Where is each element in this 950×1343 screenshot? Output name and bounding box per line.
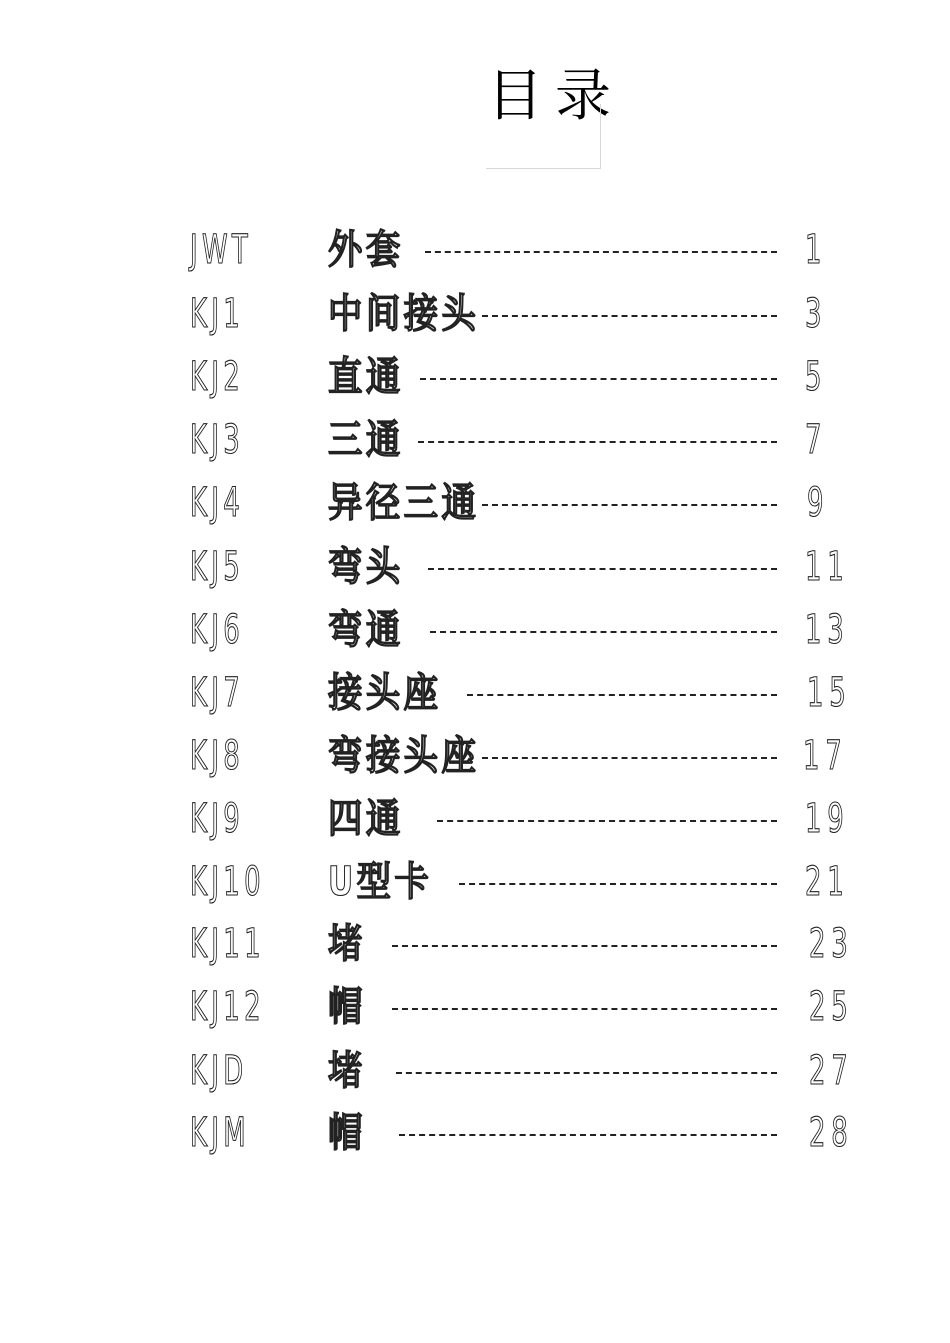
toc-code: KJ1	[190, 291, 245, 337]
toc-page-number: 15	[807, 670, 852, 716]
toc-label: 四通	[328, 796, 404, 842]
toc-page-number: 11	[805, 544, 850, 590]
toc-label: 三通	[328, 417, 404, 463]
dot-leader	[467, 694, 777, 696]
dot-leader	[430, 631, 777, 633]
dot-leader	[392, 945, 777, 947]
dot-leader	[482, 315, 777, 317]
toc-label: 中间接头	[328, 291, 480, 337]
toc-row-jwt[interactable]	[0, 222, 950, 278]
toc-row-kj9[interactable]	[0, 791, 950, 847]
toc-code: KJM	[190, 1110, 250, 1156]
toc-code: KJ7	[190, 670, 245, 716]
toc-code: KJ12	[190, 984, 265, 1030]
toc-row-kj12[interactable]	[0, 979, 950, 1035]
dot-leader	[482, 757, 777, 759]
toc-label: 接头座	[328, 670, 442, 716]
toc-page-number: 25	[809, 984, 854, 1030]
toc-row-kj8[interactable]	[0, 728, 950, 784]
page-title: 目录	[487, 64, 623, 129]
toc-page-number: 3	[805, 291, 828, 337]
toc-label: 直通	[328, 354, 404, 400]
toc-row-kj10[interactable]	[0, 854, 950, 910]
toc-page-number: 17	[803, 733, 848, 779]
toc-row-kjd[interactable]	[0, 1043, 950, 1099]
toc-code: JWT	[190, 227, 253, 273]
toc-page-number: 1	[805, 227, 828, 273]
dot-leader	[392, 1008, 777, 1010]
toc-page-number: 21	[805, 859, 850, 905]
dot-leader	[396, 1072, 777, 1074]
toc-code: KJ8	[190, 733, 245, 779]
toc-label: 堵	[328, 1048, 366, 1094]
toc-page-number: 19	[805, 796, 850, 842]
toc-label: U型卡	[328, 859, 433, 905]
toc-row-kj6[interactable]	[0, 602, 950, 658]
dot-leader	[437, 820, 777, 822]
toc-code: KJ3	[190, 417, 245, 463]
toc-row-kj4[interactable]	[0, 475, 950, 531]
toc-code: KJ9	[190, 796, 245, 842]
toc-label: 弯接头座	[328, 733, 480, 779]
toc-page-number: 7	[805, 417, 828, 463]
toc-code: KJ10	[190, 859, 265, 905]
toc-code: KJD	[190, 1048, 248, 1094]
toc-label: 堵	[328, 921, 366, 967]
toc-code: KJ4	[190, 480, 245, 526]
dot-leader	[482, 504, 777, 506]
toc-row-kj1[interactable]	[0, 286, 950, 342]
toc-page-number: 23	[809, 921, 854, 967]
toc-row-kj7[interactable]	[0, 665, 950, 721]
toc-label: 弯通	[328, 607, 404, 653]
toc-page-number: 27	[809, 1048, 854, 1094]
toc-page-number: 13	[805, 607, 850, 653]
toc-code: KJ5	[190, 544, 245, 590]
toc-page-number: 9	[807, 480, 830, 526]
toc-code: KJ2	[190, 354, 245, 400]
toc-label: 弯头	[328, 544, 404, 590]
dot-leader	[428, 568, 777, 570]
dot-leader	[420, 378, 777, 380]
toc-label: 异径三通	[328, 480, 480, 526]
toc-code: KJ6	[190, 607, 245, 653]
toc-row-kj2[interactable]	[0, 349, 950, 405]
toc-row-kj3[interactable]	[0, 412, 950, 468]
dot-leader	[399, 1134, 777, 1136]
toc-page-number: 5	[805, 354, 828, 400]
toc-label: 外套	[328, 227, 404, 273]
dot-leader	[459, 883, 777, 885]
dot-leader	[425, 251, 777, 253]
toc-row-kj11[interactable]	[0, 916, 950, 972]
toc-row-kj5[interactable]	[0, 539, 950, 595]
toc-label: 帽	[328, 1110, 366, 1156]
toc-page-number: 28	[809, 1110, 854, 1156]
dot-leader	[418, 441, 777, 443]
toc-row-kjm[interactable]	[0, 1105, 950, 1161]
toc-label: 帽	[328, 984, 366, 1030]
toc-code: KJ11	[190, 921, 265, 967]
